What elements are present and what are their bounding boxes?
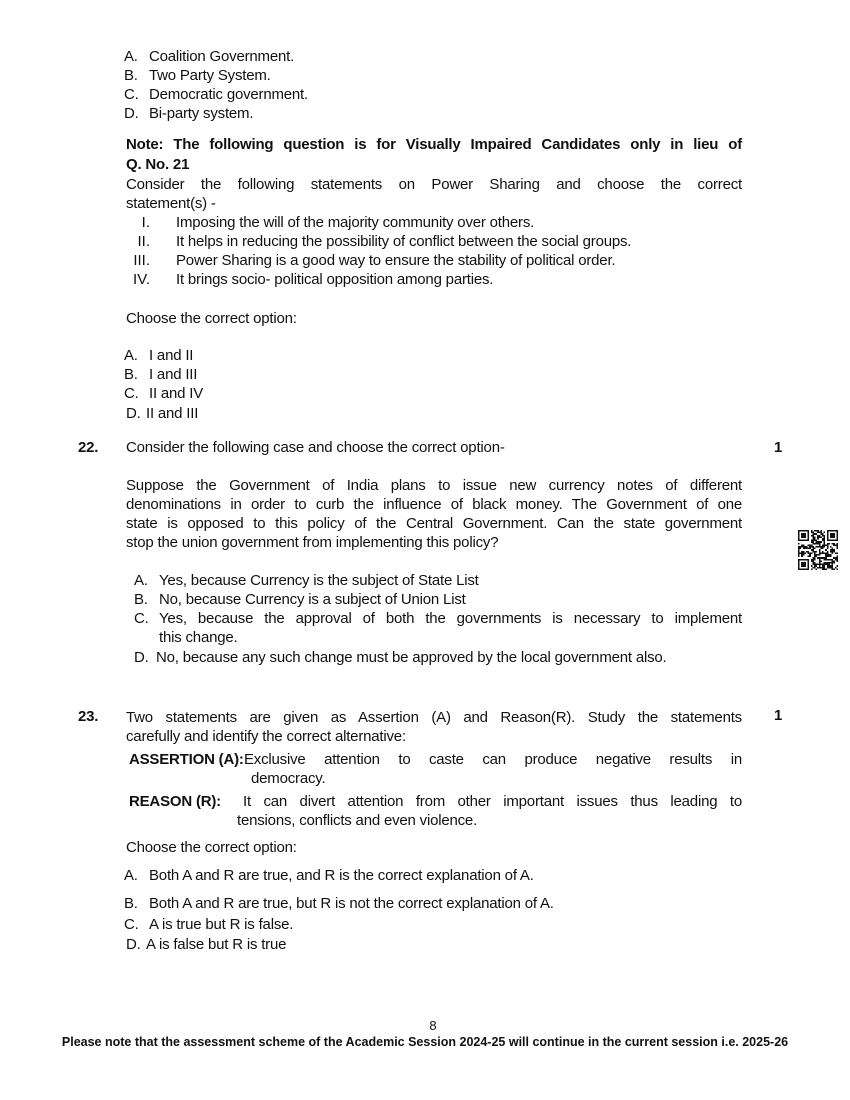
option-text: Democratic government. <box>149 86 308 103</box>
assertion-text: Exclusive attention to caste can produce negative results in <box>244 751 742 768</box>
q23-marks: 1 <box>774 707 783 724</box>
statement-text: It helps in reducing the possibility of conflict between the social groups. <box>176 233 632 250</box>
q22-stem: Consider the following case and choose the correct option- <box>126 439 505 456</box>
option-text: Two Party System. <box>149 67 271 84</box>
option-label: C. <box>124 916 139 933</box>
option-label: B. <box>124 895 138 912</box>
vi-choose-label: Choose the correct option: <box>126 310 297 327</box>
vi-option-a <box>124 346 194 366</box>
q23-stem-line1: Two statements are given as Assertion (A) and Reason(R). Study the statements <box>126 709 742 726</box>
q21-option-d <box>124 104 254 124</box>
footer-note: Please note that the assessment scheme of the Academic Session 2024-25 will continue in the current session i.e. 2025-26 <box>61 1035 789 1049</box>
option-text: No, because any such change must be approved by the local government also. <box>156 649 667 666</box>
statement-text: Imposing the will of the majority community over others. <box>176 214 535 231</box>
q21-option-c <box>124 85 308 105</box>
reason-text-cont: tensions, conflicts and even violence. <box>237 812 478 829</box>
option-label: A. <box>134 572 148 589</box>
option-label: D. <box>124 105 139 122</box>
q22-option-a <box>134 571 479 591</box>
vi-note-line2: Q. No. 21 <box>126 156 190 173</box>
q22-option-b <box>134 590 466 610</box>
statement-number: I. <box>141 214 150 231</box>
option-text: A is true but R is false. <box>149 916 294 933</box>
q22-number: 22. <box>78 439 99 456</box>
statement-number: III. <box>133 252 150 269</box>
option-text: Bi-party system. <box>149 105 254 122</box>
reason-label: REASON (R): <box>129 793 221 810</box>
option-text: Both A and R are true, and R is the correct explanation of A. <box>149 867 534 884</box>
option-label: B. <box>124 366 138 383</box>
option-label: C. <box>124 86 139 103</box>
q22-para-line: denominations in order to curb the influence of black money. The Government of one <box>126 496 742 513</box>
option-label: A. <box>124 347 138 364</box>
option-text: Yes, because Currency is the subject of State List <box>159 572 479 589</box>
q21-option-b <box>124 66 271 86</box>
statement-number: IV. <box>133 271 150 288</box>
option-label: A. <box>124 48 138 65</box>
option-label: D. <box>134 649 149 666</box>
reason-text: It can divert attention from other important issues thus leading to <box>243 793 742 810</box>
q22-para-line: Suppose the Government of India plans to issue new currency notes of different <box>126 477 742 494</box>
q22-option-c-cont: this change. <box>159 629 238 646</box>
option-label: D. <box>126 405 141 422</box>
statement-text: Power Sharing is a good way to ensure the stability of political order. <box>176 252 616 269</box>
q23-option-a <box>124 866 534 886</box>
q22-para-line: stop the union government from implementing this policy? <box>126 534 499 551</box>
option-text: A is false but R is true <box>146 936 287 953</box>
q22-option-c-text: Yes, because the approval of both the governments is necessary to implement <box>159 610 742 627</box>
vi-note-line1: Note: The following question is for Visually Impaired Candidates only in lieu of <box>126 136 742 153</box>
option-text: II and III <box>146 405 199 422</box>
option-text: II and IV <box>149 385 204 402</box>
q22-para-line: state is opposed to this policy of the Central Government. Can the state government <box>126 515 742 532</box>
q22-option-c-label: C. <box>134 610 149 627</box>
option-label: D. <box>126 936 141 953</box>
vi-option-c <box>124 384 204 404</box>
option-text: No, because Currency is a subject of Union List <box>159 591 466 608</box>
option-label: B. <box>134 591 148 608</box>
page-number: 8 <box>429 1018 437 1033</box>
q21-option-a <box>124 47 295 67</box>
option-text: I and III <box>149 366 198 383</box>
vi-stem-line1: Consider the following statements on Power Sharing and choose the correct <box>126 176 742 193</box>
option-label: B. <box>124 67 138 84</box>
vi-stem-line2: statement(s) - <box>126 195 216 212</box>
q23-option-b <box>124 894 554 914</box>
q23-option-c <box>124 915 294 935</box>
q23-number: 23. <box>78 708 99 725</box>
q22-marks: 1 <box>774 439 783 456</box>
option-label: C. <box>124 385 139 402</box>
q23-choose-label: Choose the correct option: <box>126 839 297 856</box>
vi-option-b <box>124 365 198 385</box>
option-text: I and II <box>149 347 194 364</box>
assertion-text-cont: democracy. <box>251 770 326 787</box>
q22-option-d <box>134 648 667 668</box>
option-text: Both A and R are true, but R is not the correct explanation of A. <box>149 895 554 912</box>
option-label: A. <box>124 867 138 884</box>
vi-option-d <box>126 404 199 424</box>
statement-text: It brings socio- political opposition among parties. <box>176 271 494 288</box>
q23-option-d <box>126 935 287 955</box>
statement-number: II. <box>137 233 150 250</box>
qr-code <box>798 530 838 570</box>
assertion-label: ASSERTION (A): <box>129 751 244 768</box>
option-text: Coalition Government. <box>149 48 295 65</box>
q23-stem-line2: carefully and identify the correct alternative: <box>126 728 406 745</box>
